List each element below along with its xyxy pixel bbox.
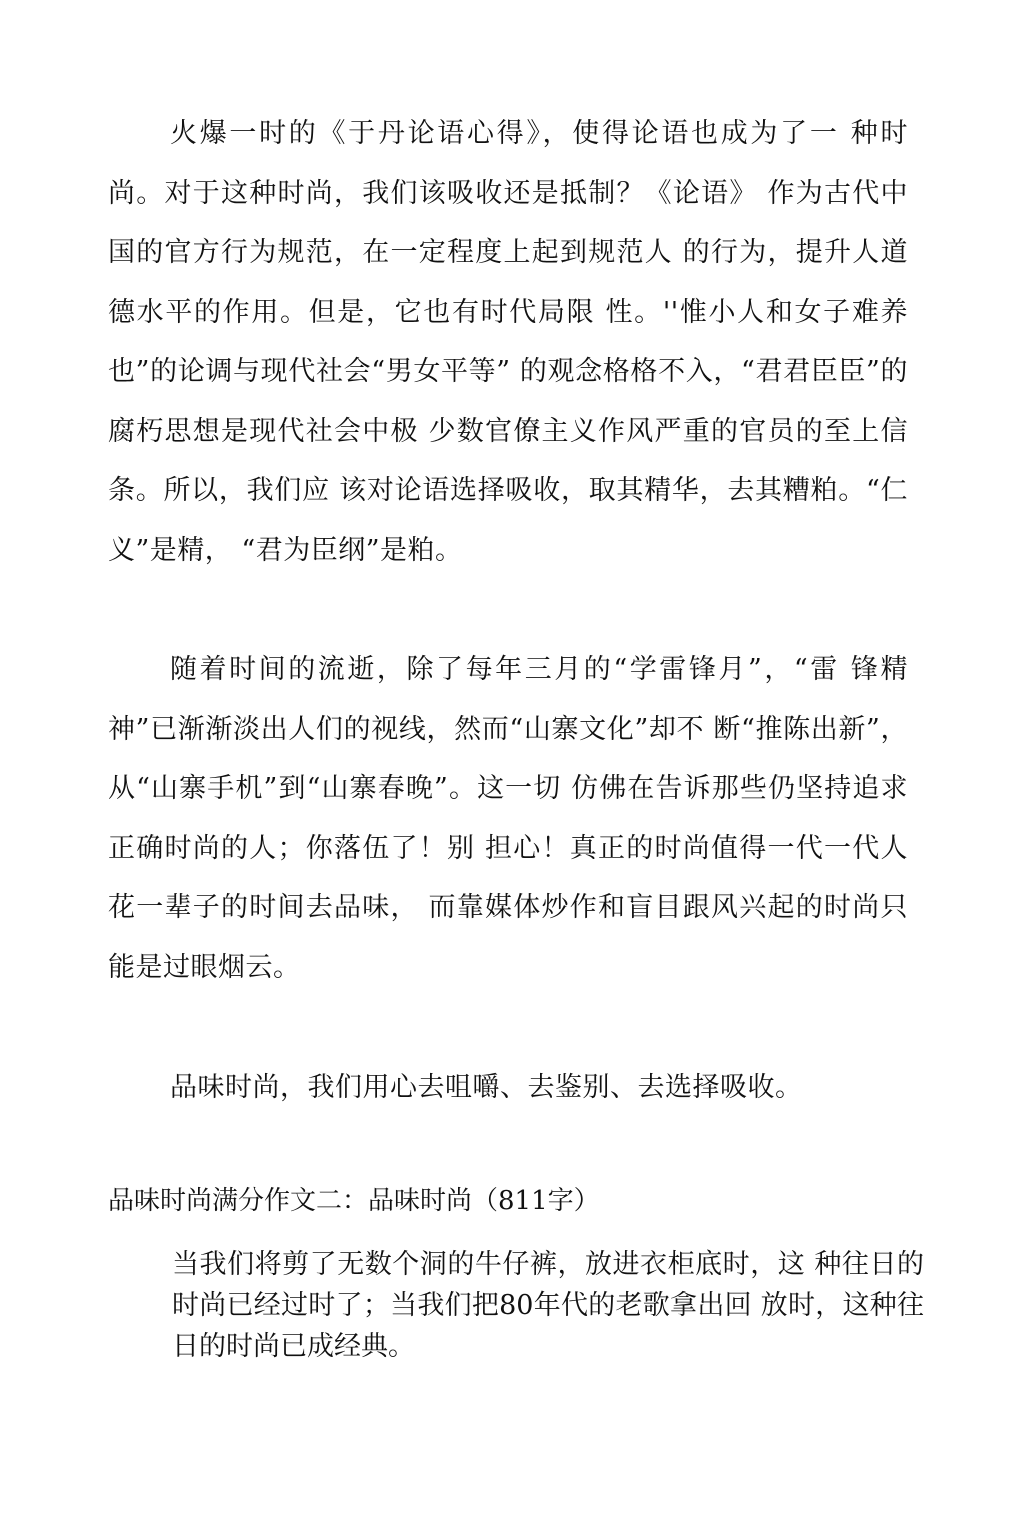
section-paragraph: 当我们将剪了无数个洞的牛仔裤，放进衣柜底时，这 种往日的时尚已经过时了；当我们把80年代的老歌拿出回 放时，这种往日的时尚已成经典。 [172,1249,924,1362]
paragraph-1: 火爆一时的《于丹论语心得》，使得论语也成为了一 种时尚。对于这种时尚，我们该吸收还是抵制？《论语》 作为古代中国的官方行为规范，在一定程度上起到规范人 的行为，提升人道德水平的作用。但是，它也有时代局限 性。''惟小人和女子难养也”的论调与现代社会“男女平等” 的观念格格不入，“君君臣臣”的腐朽思想是现代社会中极 少数官僚主义作风严重的官员的至上信条。所以，我们应 该对论语选择吸收，取其精华，去其糟粕。“仁义”是精， “君为臣纲”是粕。 [108,118,908,566]
paragraph-2: 随着时间的流逝，除了每年三月的“学雷锋月”，“雷 锋精神”已渐渐淡出人们的视线，然而“山寨文化”却不 断“推陈出新”，从“山寨手机”到“山寨春晚”。这一切 仿佛在告诉那些仍坚持追求正确时尚的人；你落伍了！别 担心！真正的时尚值得一代一代人花一辈子的时间去品味， 而靠媒体炒作和盲目跟风兴起的时尚只能是过眼烟云。 [108,654,908,983]
section-heading: 品味时尚满分作文二：品味时尚（811字） [108,1186,600,1216]
paragraph-3: 品味时尚，我们用心去咀嚼、去鉴别、去选择吸收。 [170,1072,803,1103]
